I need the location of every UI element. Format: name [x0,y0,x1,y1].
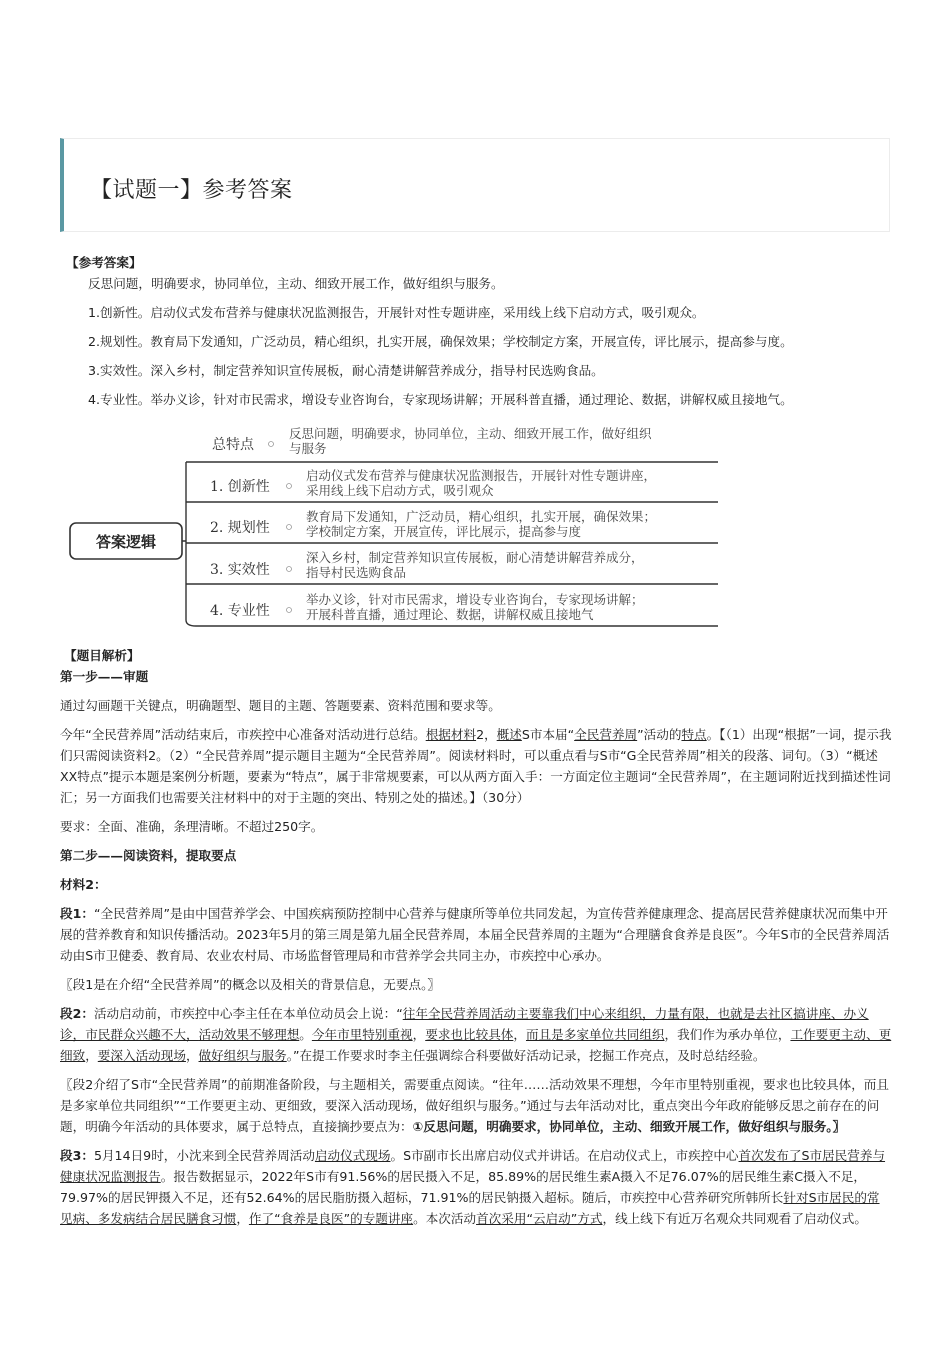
question-keyword: 全民营养周 [574,727,638,742]
question-part: ”活动的 [637,727,682,742]
mindmap-branch-1-line-2: 采用线上线下启动方式，吸引观众 [306,483,494,498]
note-text: 〖段2介绍了S市“全民营养周”的前期准备阶段，与主题相关，需要重点阅读。“往年……活动效果不理想，今年市里特别重视，要求也比较具体，而且是多家单位共同组织”“工作要更主动、更细致，要深入活动现场，做好组织与服务。”通过与去年活动对比，重点突出今年政府能够反思之前存在的问题，明确今年活动的具体要求，属于总特点，直接摘抄要点为： [60,1077,889,1134]
answer-intro: 反思问题，明确要求，协同单位，主动、细致开展工作，做好组织与服务。 [88,276,504,291]
paragraph-text: ，线上线下有近万名观众共同观看了启动仪式。 [602,1211,867,1226]
question-part: 。【（1）出现“根据”一词，提示我们只需阅读资料2。（2）“全民营养周”提示题目主题为“全民营养周”。阅读材料时，可以重点看与S市“G全民营养周”相关的段落、词句。（3）“概述XX特点”提示本题是案例分析题，要素为“特点”，属于非常规要素，可以从两方面入手：一方面定位主题词“全民营养周”，在主题词附近找到描述性词汇；另一方面我们也需要关注材料中的对于主题的突出、特别之处的描述。】（30分） [60,727,892,805]
paragraph-text: 5月14日9时，小沈来到全民营养周活动 [93,1148,315,1163]
paragraph-text: ， [513,1027,526,1042]
mindmap-branch-4-line-1: 举办义诊，针对市民需求，增设专业咨询台，专家现场讲解； [306,592,644,607]
underlined-point: 活动效果不够理想 [198,1027,300,1042]
paragraph-text: 。本次活动 [413,1211,477,1226]
mindmap-branch-1-label: 1. 创新性 [210,479,270,495]
question-keyword: 根据材料 [425,727,477,742]
underlined-point: 工作要更主动、更细致 [60,1027,892,1063]
paragraph-2 [60,1003,892,1066]
analysis-heading: 【题目解析】 [64,648,140,663]
step1-text: 通过勾画题干关键点，明确题型、题目的主题、答题要素、资料范围和要求等。 [60,698,501,713]
analysis-section [60,645,892,1229]
mindmap-branch-4-line-2: 开展科普直播，通过理论、数据，讲解权威且接地气 [306,607,594,622]
paragraph-label: 段3： [60,1148,94,1163]
answer-point-2: 2.规划性。教育局下发通知，广泛动员，精心组织，扎实开展，确保效果；学校制定方案，开展宣传，评比展示，提高参与度。 [88,334,793,349]
paragraph-label: 段1： [60,906,94,921]
paragraph-text: ， [185,1048,199,1063]
mindmap-branch-4-label: 4. 专业性 [210,603,270,619]
mindmap-branch-0-line-2: 与服务 [289,441,327,456]
underlined-point: 要求也比较具体 [425,1027,514,1042]
question-part: S市本届“ [521,727,575,742]
mindmap-branch-1-line-1: 启动仪式发布营养与健康状况监测报告，开展针对性专题讲座， [306,468,657,483]
underlined-point: 启动仪式现场 [314,1148,391,1163]
paragraph-text: ， [85,1048,98,1063]
requirement-text: 要求：全面、准确，条理清晰。不超过250字。 [60,819,324,834]
paragraph-1-note: 〖段1是在介绍“全民营养周”的概念以及相关的背景信息，无要点。〗 [60,977,440,992]
question-text [60,724,892,808]
page-title: 【试题一】参考答案 [90,178,293,203]
paragraph-text: 活动启动前，市疾控中心李主任在本单位动员会上说：“ [93,1006,403,1021]
answer-section [60,252,892,410]
mindmap-branch-3-line-1: 深入乡村，制定营养知识宣传展板，耐心清楚讲解营养成分， [306,550,644,565]
paragraph-text: 。 [299,1027,312,1042]
answer-point-3: 3.实效性。深入乡村，制定营养知识宣传展板，耐心清楚讲解营养成分，指导村民选购食品。 [88,363,604,378]
material-label: 材料2： [60,877,107,892]
underlined-point: 而且是多家单位共同组织 [525,1027,665,1042]
answer-logic-mindmap [68,422,728,632]
mindmap-dot-icon [287,525,292,530]
paragraph-text: 。S市副市长出席启动仪式并讲话。在启动仪式上，市疾控中心 [390,1148,739,1163]
underlined-point: 针对S市居民的常见病、多发病结合居民膳食习惯 [60,1190,880,1226]
title-box [60,138,890,232]
answer-point-1: 1.创新性。启动仪式发布营养与健康状况监测报告，开展针对性专题讲座，采用线上线下启动方式，吸引观众。 [88,305,705,320]
mindmap-dot-icon [269,442,274,447]
underlined-point: 今年市里特别重视 [311,1027,413,1042]
question-part: 今年“全民营养周”活动结束后，市疾控中心准备对活动进行总结。 [60,727,426,742]
paragraph-label: 段2： [60,1006,94,1021]
mindmap-dot-icon [287,567,292,572]
mindmap-branch-2-line-1: 教育局下发通知，广泛动员，精心组织，扎实开展，确保效果； [306,509,657,524]
paragraph-1 [60,903,892,966]
underlined-point: 首次采用“云启动”方式 [476,1211,603,1226]
paragraph-text: 。”在提工作要求时李主任强调综合科要做好活动记录，挖掘工作亮点，及时总结经验。 [286,1048,766,1063]
underlined-point: 往年全民营养周活动主要靠我们中心来组织，力量有限，也就是去社区搞讲座、办义诊，市民群众兴趣不大， [60,1006,869,1042]
question-keyword: 特点 [681,727,707,742]
underlined-point: 首次发布了S市居民营养与健康状况监测报告 [60,1148,886,1184]
paragraph-text: ，我们作为承办单位， [664,1027,791,1042]
underlined-point: 作了“食养是良医”的专题讲座 [248,1211,414,1226]
paragraph-3 [60,1145,892,1229]
paragraph-2-note [60,1074,892,1137]
mindmap-branch-2-line-2: 学校制定方案，开展宣传，评比展示，提高参与度 [306,524,582,539]
question-part: 2， [476,727,497,742]
mindmap-branch-0-label: 总特点 [212,437,254,453]
underlined-point: 做好组织与服务 [198,1048,287,1063]
answer-point-4: 4.专业性。举办义诊，针对市民需求，增设专业咨询台，专家现场讲解；开展科普直播，通过理论、数据，讲解权威且接地气。 [88,392,793,407]
paragraph-text: ， [412,1027,426,1042]
mindmap-branch-0-line-1: 反思问题，明确要求，协同单位，主动、细致开展工作，做好组织 [289,426,652,441]
mindmap-branch-3-line-2: 指导村民选购食品 [306,565,407,580]
paragraph-text: 。报告数据显示，2022年S市有91.56%的居民摄入不足，85.89%的居民维生素A摄入不足76.07%的居民维生素C摄入不足，79.97%的居民钾摄入不足，还有52.64%的居民脂肪摄入超标，71.91%的居民钠摄入超标。随后，市疾控中心营养研究所韩所长 [60,1169,867,1205]
mindmap-dot-icon [287,608,292,613]
underlined-point: 要深入活动现场 [97,1048,186,1063]
answer-heading: 【参考答案】 [66,255,142,270]
question-keyword: 概述 [496,727,522,742]
mindmap-branch-3-label: 3. 实效性 [210,562,270,578]
step1-title: 第一步——审题 [60,669,149,684]
step2-title: 第二步——阅读资料，提取要点 [60,848,237,863]
note-key-point: ①反思问题，明确要求，协同单位，主动、细致开展工作，做好组织与服务。〗 [412,1119,846,1134]
paragraph-text: “全民营养周”是由中国营养学会、中国疾病预防控制中心营养与健康所等单位共同发起，为宣传营养健康理念、提高居民营养健康状况而集中开展的营养教育和知识传播活动。2023年5月的第三周是第九届全民营养周，本届全民营养周的主题为“合理膳食食养是良医”。今年S市的全民营养周活动由S市卫健委、教育局、农业农村局、市场监督管理局和市营养学会共同主办，市疾控中心承办。 [60,906,890,963]
mindmap-dot-icon [287,484,292,489]
mindmap-branch-2-label: 2. 规划性 [210,520,270,536]
paragraph-text: ， [236,1211,249,1226]
mindmap-root-label: 答案逻辑 [95,533,157,551]
